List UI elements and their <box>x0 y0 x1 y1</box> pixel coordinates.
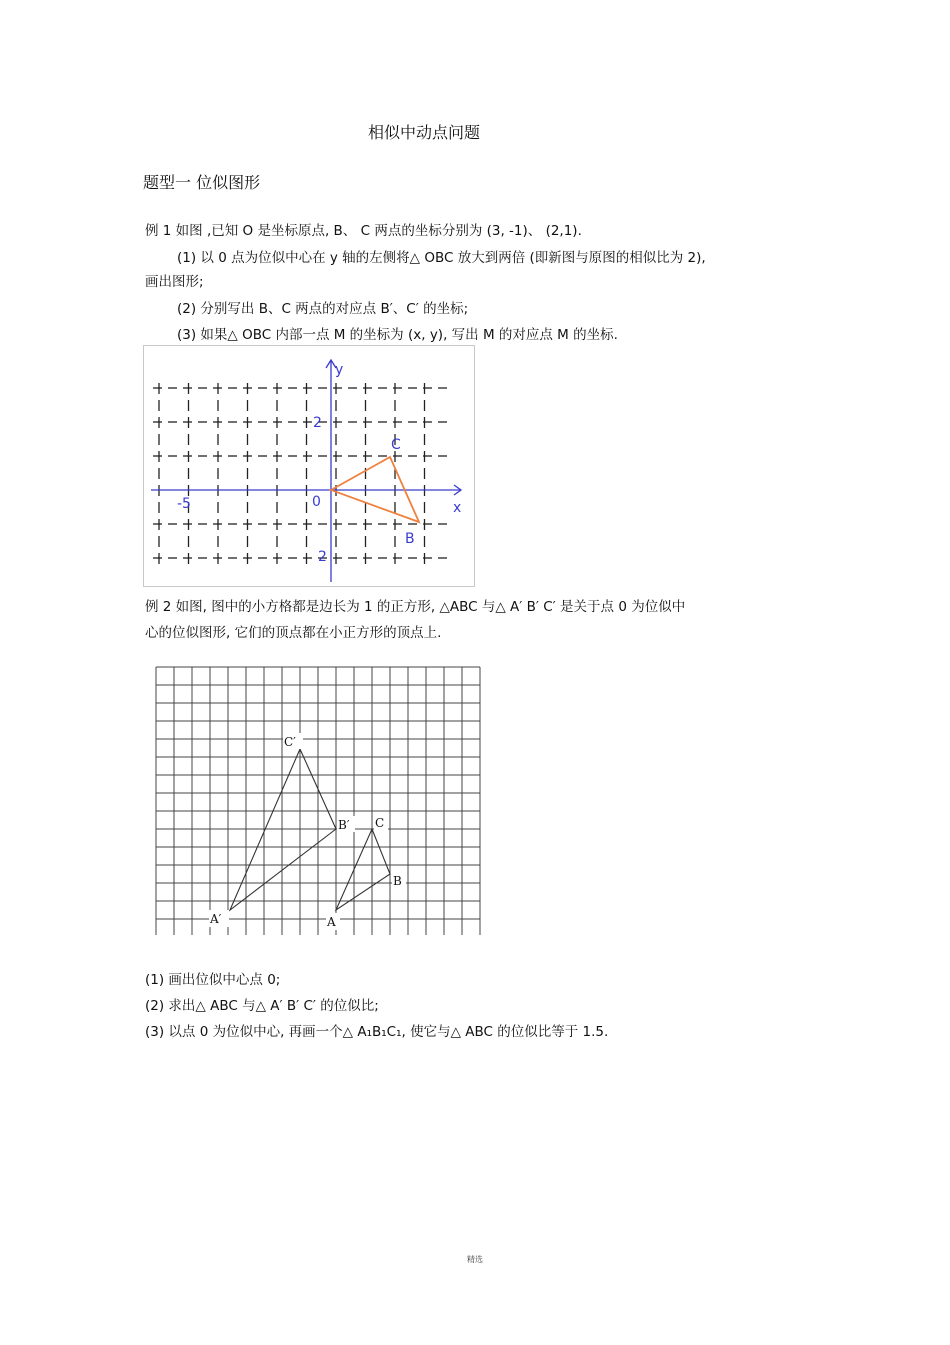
triangle-abc <box>336 829 390 910</box>
y-axis-label: y <box>335 362 344 378</box>
example1-intro: 例 1 如图 ,已知 O 是坐标原点, B、 C 两点的坐标分别为 (3, -1)、 (2,1). <box>145 223 582 239</box>
point-label-b-prime: B′ <box>338 818 350 832</box>
page-title: 相似中动点问题 <box>368 123 481 142</box>
point-label-c: C <box>375 816 385 830</box>
example1-question1-line1: (1) 以 0 点为位似中心在 y 轴的左侧将△ OBC 放大到两倍 (即新图与原图的相似比为 2), <box>177 250 706 266</box>
example2-line1: 例 2 如图, 图中的小方格都是边长为 1 的正方形, △ABC 与△ A′ B′ C′ 是关于点 0 为位似中 <box>145 599 686 615</box>
similarity-grid-figure <box>150 660 486 946</box>
page-footer: 精选 <box>467 1255 483 1264</box>
section-heading: 题型一 位似图形 <box>143 173 261 192</box>
tick-label-2-bottom: 2 <box>318 549 327 565</box>
origin-label: 0 <box>312 494 321 510</box>
example1-question1-line2: 画出图形; <box>145 274 204 290</box>
example2-question1: (1) 画出位似中心点 0; <box>145 972 281 988</box>
coordinate-figure <box>143 345 475 587</box>
point-label-b: B <box>405 531 415 547</box>
point-label-c: C <box>391 437 401 453</box>
point-label-b: B <box>393 874 402 888</box>
example2-question2: (2) 求出△ ABC 与△ A′ B′ C′ 的位似比; <box>145 998 379 1014</box>
point-label-a: A <box>327 915 336 929</box>
example2-question3: (3) 以点 0 为位似中心, 再画一个△ A₁B₁C₁, 使它与△ ABC 的位似比等于 1.5. <box>145 1024 609 1040</box>
example1-question3: (3) 如果△ OBC 内部一点 M 的坐标为 (x, y), 写出 M 的对应点 M 的坐标. <box>177 327 618 343</box>
example2-line2: 心的位似图形, 它们的顶点都在小正方形的顶点上. <box>145 625 442 641</box>
square-grid <box>156 667 480 935</box>
tick-label-2-top: 2 <box>313 415 322 431</box>
point-label-a-prime: A′ <box>210 912 222 926</box>
x-axis-label: x <box>453 500 462 516</box>
point-label-c-prime: C′ <box>284 735 296 749</box>
example1-question2: (2) 分别写出 B、C 两点的对应点 B′、C′ 的坐标; <box>177 301 469 317</box>
tick-label-neg5: -5 <box>177 496 191 512</box>
